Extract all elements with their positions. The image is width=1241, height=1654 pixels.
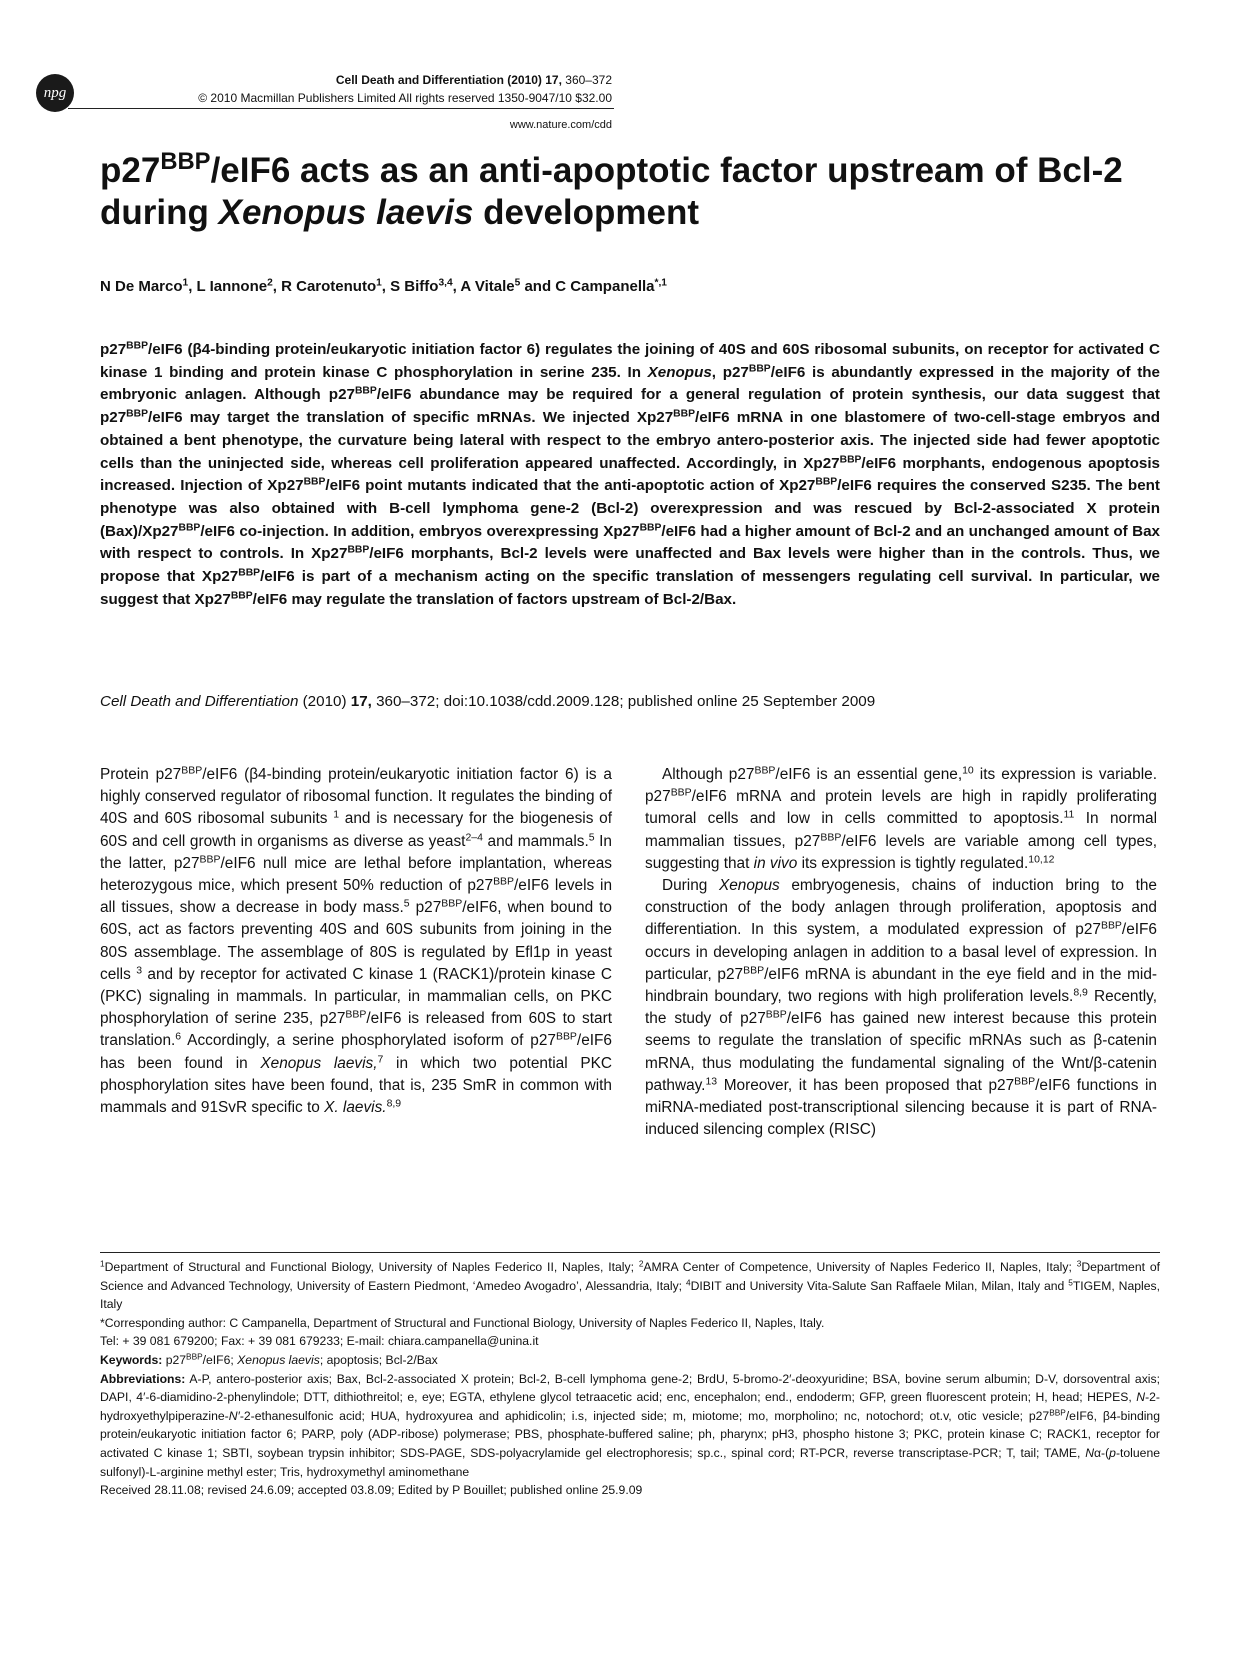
npg-logo: npg	[36, 74, 74, 112]
footnote-divider	[100, 1252, 1160, 1253]
page-range: 360–372	[561, 73, 612, 87]
reference-marker: 5	[403, 898, 410, 910]
received-dates: Received 28.11.08; revised 24.6.09; accepted 03.8.09; Edited by P Bouillet; published online 25.9.09	[100, 1483, 643, 1498]
reference-marker: 10	[962, 765, 974, 777]
reference-marker: 7	[377, 1053, 384, 1065]
body-column-left	[100, 764, 612, 1119]
reference-marker: 8,9	[1073, 987, 1088, 999]
corresponding-author: *Corresponding author: C Campanella, Department of Structural and Functional Biology, University of Naples Federico II, Naples, Italy.	[100, 1315, 825, 1330]
reference-marker: 2–4	[465, 831, 483, 843]
reference-marker: 8,9	[386, 1098, 402, 1110]
reference-marker: 13	[705, 1076, 718, 1088]
reference-marker: 11	[1063, 809, 1075, 821]
journal-reference	[100, 72, 612, 88]
journal-name: Cell Death and Differentiation (2010) 17,	[335, 73, 562, 87]
affiliations: $^1$Department of Structural and Functional Biology, University of Naples Federico II, Naples, Italy; $^2$AMRA Center of Competence, University of Naples Federico II, Naples, Italy; $^3$Department of Science and Advanced Technology, University of Eastern Piedmont, ‘Amedeo Avogadro’, Alessandria, Italy; $^4$DIBIT and University Vita-Salute San Raffaele Milan, Milan, Italy and $^5$TIGEM, Naples, Italy	[100, 1258, 1161, 1312]
copyright-line: © 2010 Macmillan Publishers Limited All rights reserved 1350-9047/10 $32.00	[198, 91, 612, 105]
contact-info: Tel: + 39 081 679200; Fax: + 39 081 679233; E-mail: chiara.campanella@unina.it	[100, 1334, 539, 1349]
body-paragraph: Protein $p27^{BBP}/eIF6$ (β4-binding protein/eukaryotic initiation factor 6) is a highly conserved regulator of ribosomal function. It regulates the binding of 40S and 60S ribosomal subunits $^1$ and is necessary for the biogenesis of 60S and cell growth in organisms as diverse as yeast$^{2-4}$ and mammals.$^5$ In the latter, $p27^{BBP}/eIF6$ null mice are lethal before implantation, whereas heterozygous mice, which present 50% reduction of $p27^{BBP}/eIF6$ levels in all tissues, show a decrease in body mass.$^5$ $p27^{BBP}/eIF6$, when bound to 60S, act as factors preventing 40S and 60S subunits from joining in the 80S assemblage. The assemblage of 80S is regulated by Efl1p in yeast cells $^3$ and by receptor for activated C kinase 1 (RACK1)/protein kinase C (PKC) signaling in mammals. In particular, in mammalian cells, on PKC phosphorylation of serine 235, $p27^{BBP}/eIF6$ is released from 60S to start translation.$^6$ Accordingly, a serine phosphorylated isoform of $p27^{BBP}/eIF6$ has been found in Xenopus laevis,$^7$ in which two potential PKC phosphorylation sites have been found, that is, 235 SmR in common with mammals and 91SvR specific to X. laevis.$^{8,9}$	[100, 765, 613, 1117]
header-divider	[68, 108, 614, 109]
body-paragraph: During Xenopus embryogenesis, chains of induction bring to the construction of the body anlagen through proliferation, apoptosis and differentiation. In this system, a modulated expression of $p27^{BBP}/eIF6$ occurs in developing anlagen in addition to a basal level of expression. In particular, $p27^{BBP}/eIF6$ mRNA is abundant in the eye field and in the mid-hindbrain boundary, two regions with high proliferation levels.$^{8,9}$ Recently, the study of $p27^{BBP}/eIF6$ has gained new interest because this protein seems to regulate the translation of specific mRNAs such as β-catenin mRNA, thus modulating the fundamental signaling of the Wnt/β-catenin pathway.$^{13}$ Moreover, it has been proposed that $p27^{BBP}/eIF6$ functions in miRNA-mediated post-transcriptional silencing because it is part of RNA-induced silencing complex (RISC)	[645, 877, 1157, 1139]
reference-marker: 1	[333, 809, 340, 821]
body-paragraph: Although $p27^{BBP}/eIF6$ is an essential gene,$^{10}$ its expression is variable. $p27^{BBP}/eIF6$ mRNA and protein levels are high in rapidly proliferating tumoral cells and low in cells committed to apoptosis.$^{11}$ In normal mammalian tissues, $p27^{BBP}/eIF6$ levels are variable among cell types, suggesting that in vivo its expression is tightly regulated.$^{10,12}$	[645, 765, 1158, 872]
author-list: N De Marco$^1$, L Iannone$^2$, R Carotenuto$^1$, S Biffo$^{3,4}$, A Vitale$^5$ and C Campanella$^{*,1}$	[100, 277, 667, 295]
reference-marker: 3	[136, 965, 143, 977]
abbreviations: Abbreviations: A-P, antero-posterior axis; Bax, Bcl-2-associated X protein; Bcl-2, B-cell lymphoma gene-2; BrdU, 5-bromo-2′-deoxyuridine; BSA, bovine serum albumin; D-V, dorsoventral axis; DAPI, 4′-6-diamidino-2-phenylindole; DTT, dithiothreitol; e, eye; EGTA, ethylene glycol tetraacetic acid; enc, encephalon; end., endoderm; GFP, green fluorescent protein; H, head; HEPES, N-2-hydroxyethylpiperazine-N′-2-ethanesulfonic acid; HUA, hydroxyurea and aphidicolin; i.s, injected side; m, miotome; mo, morpholino; nc, notochord; ot.v, otic vesicle; $p27^{BBP}/eIF6$, β4-binding protein/eukaryotic initiation factor 6; PARP, poly (ADP-ribose) polymerase; PBS, phosphate-buffered saline; ph, pharynx; pH3, phospho histone 3; PKC, protein kinase C; RACK1, receptor for activated C kinase 1; SBTI, soybean trypsin inhibitor; SDS-PAGE, SDS-polyacrylamide gel electrophoresis; sp.c., spinal cord; RT-PCR, reverse transcriptase-PCR; T, tail; TAME, Nα-(p-toluene sulfonyl)-L-arginine methyl ester; Tris, hydroxymethyl aminomethane	[100, 1371, 1160, 1479]
footnotes	[100, 1258, 1160, 1500]
citation-line: Cell Death and Differentiation (2010) 17, 360–372; doi:10.1038/cdd.2009.128; published online 25 September 2009	[100, 693, 876, 710]
abstract: $p27^{BBP}/eIF6$ (β4-binding protein/eukaryotic initiation factor 6) regulates the joining of 40S and 60S ribosomal subunits, on receptor for activated C kinase 1 binding and protein kinase C phosphorylation in serine 235. In Xenopus, $p27^{BBP}/eIF6$ is abundantly expressed in the majority of the embryonic anlagen. Although $p27^{BBP}/eIF6$ abundance may be required for a general regulation of protein synthesis, our data suggest that $p27^{BBP}/eIF6$ may target the translation of specific mRNAs. We injected $Xp27^{BBP}/eIF6$ mRNA in one blastomere of two-cell-stage embryos and obtained a bent phenotype, the curvature being lateral with respect to the embryo antero-posterior axis. The injected side had fewer apoptotic cells than the uninjected side, whereas cell proliferation appeared unaffected. Accordingly, in $Xp27^{BBP}/eIF6$ morphants, endogenous apoptosis increased. Injection of $Xp27^{BBP}/eIF6$ point mutants indicated that the anti-apoptotic action of $Xp27^{BBP}/eIF6$ requires the conserved S235. The bent phenotype was also obtained with B-cell lymphoma gene-2 (Bcl-2) overexpression and was rescued by Bcl-2-associated X protein $(Bax)/Xp27^{BBP}/eIF6$ co-injection. In addition, embryos overexpressing $Xp27^{BBP}/eIF6$ had a higher amount of Bcl-2 and an unchanged amount of Bax with respect to controls. In $Xp27^{BBP}/eIF6$ morphants, Bcl-2 levels were unaffected and Bax levels were higher than in the controls. Thus, we propose that $Xp27^{BBP}/eIF6$ is part of a mechanism acting on the specific translation of messengers regulating cell survival. In particular, we suggest that $Xp27^{BBP}/eIF6$ may regulate the translation of factors upstream of Bcl-2/Bax.	[100, 340, 1161, 608]
reference-marker: 5	[588, 831, 595, 843]
reference-marker: 6	[175, 1031, 182, 1043]
keywords: Keywords: $p27^{BBP}/eIF6$; Xenopus laevis; apoptosis; Bcl-2/Bax	[100, 1351, 438, 1367]
journal-url-link[interactable]: www.nature.com/cdd	[509, 119, 612, 131]
reference-marker: 10,12	[1028, 854, 1055, 866]
article-title: $p27^{BBP}/eIF6$ acts as an anti-apoptotic factor upstream of Bcl-2 during Xenopus laevis development	[100, 147, 1123, 232]
body-column-right	[645, 764, 1157, 1141]
